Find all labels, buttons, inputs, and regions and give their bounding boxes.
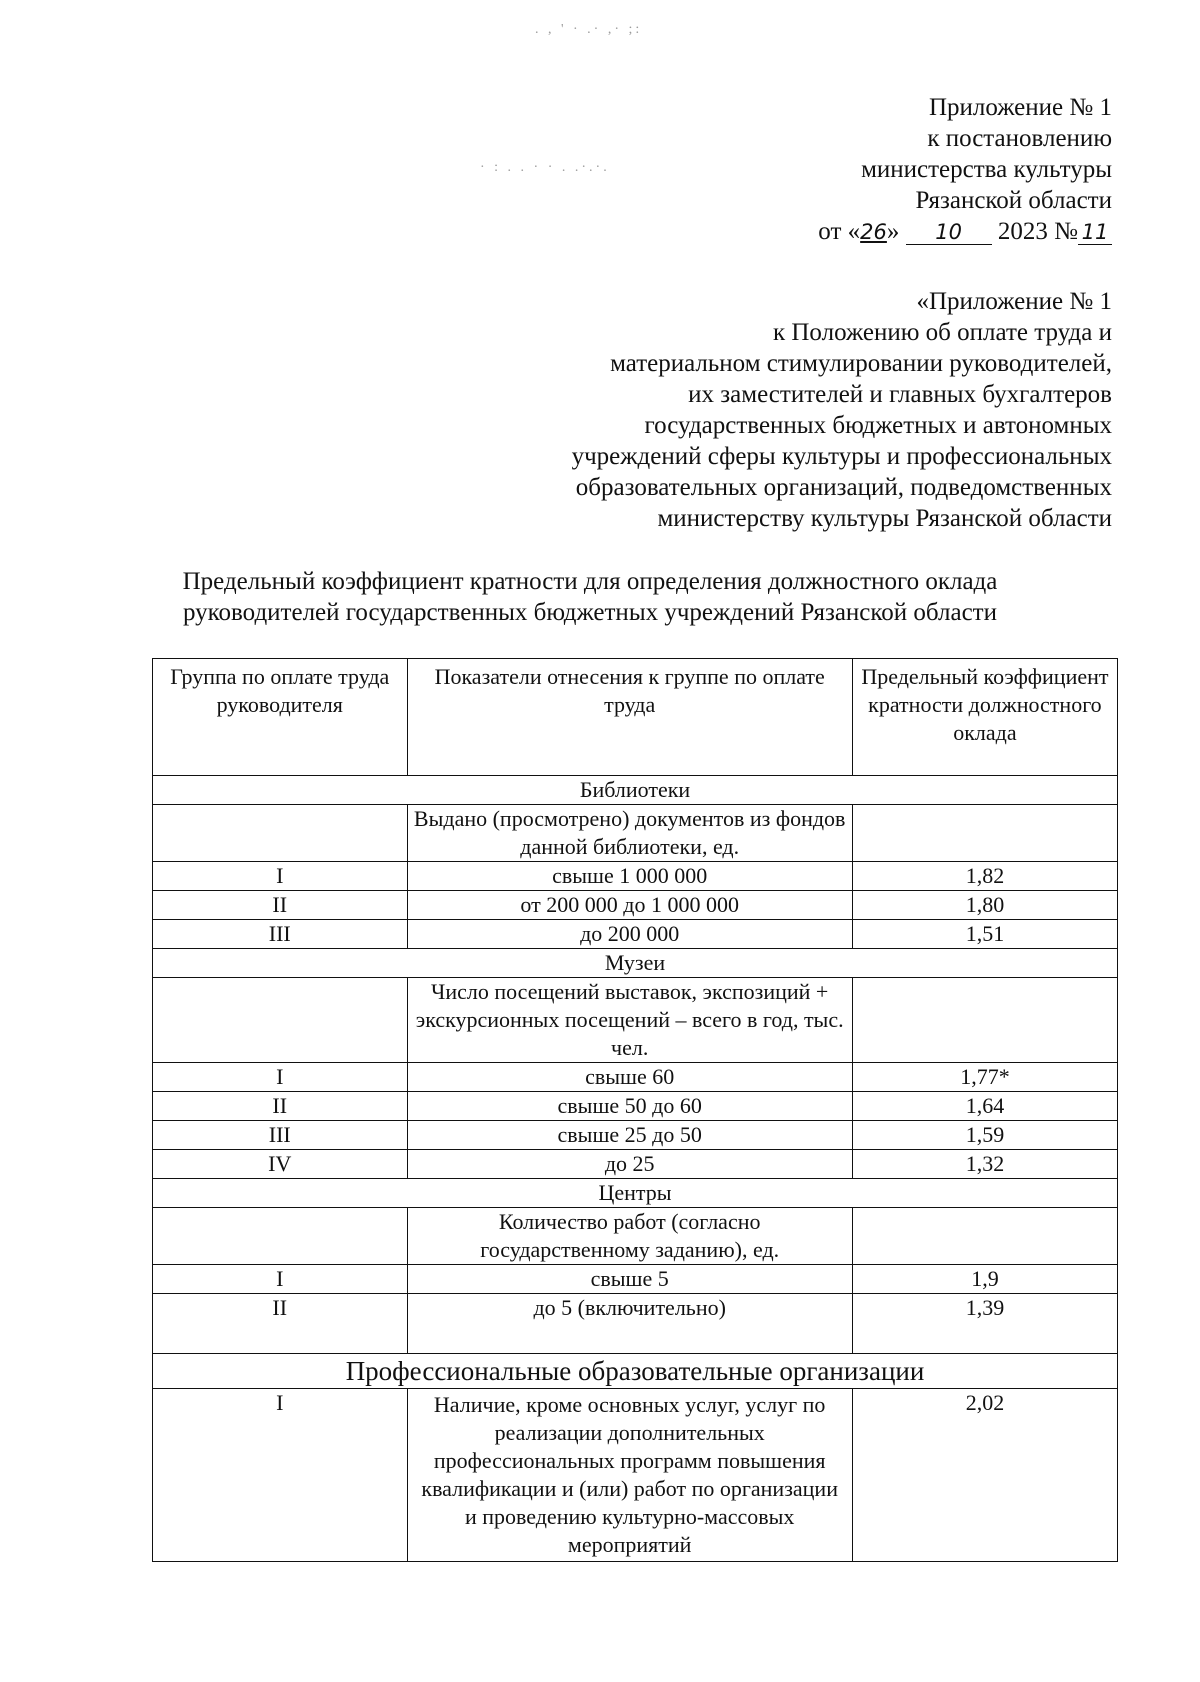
range-cell: до 25 <box>407 1150 852 1179</box>
table-row <box>153 1092 1118 1121</box>
appendix-line: государственных бюджетных и автономных <box>644 412 1112 439</box>
section-row-centers <box>153 1179 1118 1208</box>
range-cell: до 200 000 <box>407 920 852 949</box>
appendix-line: образовательных организаций, подведомственных <box>575 474 1112 501</box>
empty-cell <box>153 978 408 1063</box>
indicator-cell: Выдано (просмотрено) документов из фондов данной библиотеки, ед. <box>407 805 852 862</box>
range-cell: до 5 (включительно) <box>407 1294 852 1354</box>
coef-cell: 1,32 <box>852 1150 1117 1179</box>
coef-cell: 1,82 <box>852 862 1117 891</box>
table-row <box>153 1063 1118 1092</box>
date-year: 2023 <box>997 218 1048 245</box>
appendix-block <box>572 286 1112 534</box>
date-prefix: от « <box>818 218 861 245</box>
coef-cell: 1,39 <box>852 1294 1117 1354</box>
group-cell: I <box>153 862 408 891</box>
empty-cell <box>852 805 1117 862</box>
section-row-prof <box>153 1354 1118 1389</box>
indicator-cell: Количество работ (согласно государственному заданию), ед. <box>407 1208 852 1265</box>
section-row-libraries <box>153 776 1118 805</box>
range-cell: свыше 50 до 60 <box>407 1092 852 1121</box>
scan-artifact: . , ' · .· ,· ;: <box>535 22 643 37</box>
number-handwritten: 11 <box>1081 220 1109 244</box>
section-title: Музеи <box>153 949 1118 978</box>
coef-cell: 1,51 <box>852 920 1117 949</box>
approval-line: министерства культуры <box>861 156 1112 183</box>
approval-line: к постановлению <box>927 125 1112 152</box>
appendix-line: «Приложение № 1 <box>916 288 1112 315</box>
empty-cell <box>153 1208 408 1265</box>
date-close: » <box>886 218 900 245</box>
approval-date-line <box>818 216 1112 248</box>
coef-cell: 2,02 <box>852 1389 1117 1562</box>
indicator-row <box>153 805 1118 862</box>
group-cell: II <box>153 891 408 920</box>
section-title: Профессиональные образовательные организации <box>153 1354 1118 1389</box>
number-prefix: № <box>1054 218 1078 245</box>
group-cell: IV <box>153 1150 408 1179</box>
table-header-row <box>153 659 1118 776</box>
number-field <box>1078 220 1112 245</box>
date-month-handwritten: 10 <box>935 220 962 244</box>
section-title: Библиотеки <box>153 776 1118 805</box>
coefficient-table <box>152 658 1118 1562</box>
range-cell: свыше 25 до 50 <box>407 1121 852 1150</box>
table-row <box>153 920 1118 949</box>
coef-cell: 1,77* <box>852 1063 1117 1092</box>
section-title: Центры <box>153 1179 1118 1208</box>
title-line: руководителей государственных бюджетных учреждений Рязанской области <box>183 599 997 626</box>
range-cell: свыше 1 000 000 <box>407 862 852 891</box>
group-cell: II <box>153 1092 408 1121</box>
empty-cell <box>852 978 1117 1063</box>
coef-cell: 1,80 <box>852 891 1117 920</box>
coef-cell: 1,9 <box>852 1265 1117 1294</box>
table-row <box>153 1294 1118 1354</box>
appendix-line: материальном стимулировании руководителей, <box>610 350 1112 377</box>
empty-cell <box>153 805 408 862</box>
coef-cell: 1,59 <box>852 1121 1117 1150</box>
indicator-cell: Число посещений выставок, экспозиций + экскурсионных посещений – всего в год, тыс. чел. <box>407 978 852 1063</box>
indicator-cell: Наличие, кроме основных услуг, услуг по реализации дополнительных профессиональных программ повышения квалификации и (или) работ по организации и проведению культурно-массовых мероприятий <box>407 1389 852 1562</box>
group-cell: II <box>153 1294 408 1354</box>
range-cell: от 200 000 до 1 000 000 <box>407 891 852 920</box>
coef-cell: 1,64 <box>852 1092 1117 1121</box>
header-indicators: Показатели отнесения к группе по оплате труда <box>407 659 852 776</box>
header-group: Группа по оплате труда руководителя <box>153 659 408 776</box>
date-month-field <box>906 220 992 245</box>
table-row <box>153 1150 1118 1179</box>
title-line: Предельный коэффициент кратности для определения должностного оклада <box>182 568 998 595</box>
group-cell: III <box>153 1121 408 1150</box>
table-row <box>153 1389 1118 1562</box>
group-cell: I <box>153 1063 408 1092</box>
appendix-line: к Положению об оплате труда и <box>772 319 1112 346</box>
group-cell: I <box>153 1389 408 1562</box>
document-title <box>100 566 1080 628</box>
section-row-museums <box>153 949 1118 978</box>
indicator-row <box>153 978 1118 1063</box>
group-cell: I <box>153 1265 408 1294</box>
header-coefficient: Предельный коэффициент кратности должностного оклада <box>852 659 1117 776</box>
table-row <box>153 1121 1118 1150</box>
appendix-line: министерству культуры Рязанской области <box>657 505 1112 532</box>
appendix-line: учреждений сферы культуры и профессиональных <box>571 443 1112 470</box>
table-row <box>153 891 1118 920</box>
approval-line: Приложение № 1 <box>928 94 1112 121</box>
group-cell: III <box>153 920 408 949</box>
range-cell: свыше 60 <box>407 1063 852 1092</box>
table-row <box>153 1265 1118 1294</box>
appendix-line: их заместителей и главных бухгалтеров <box>688 381 1112 408</box>
approval-block <box>818 92 1112 248</box>
empty-cell <box>852 1208 1117 1265</box>
approval-line: Рязанской области <box>915 187 1112 214</box>
date-day-handwritten: 26 <box>860 220 887 244</box>
indicator-row <box>153 1208 1118 1265</box>
table-row <box>153 862 1118 891</box>
range-cell: свыше 5 <box>407 1265 852 1294</box>
scan-artifact: · : . . · · . .·.·. <box>480 160 610 175</box>
